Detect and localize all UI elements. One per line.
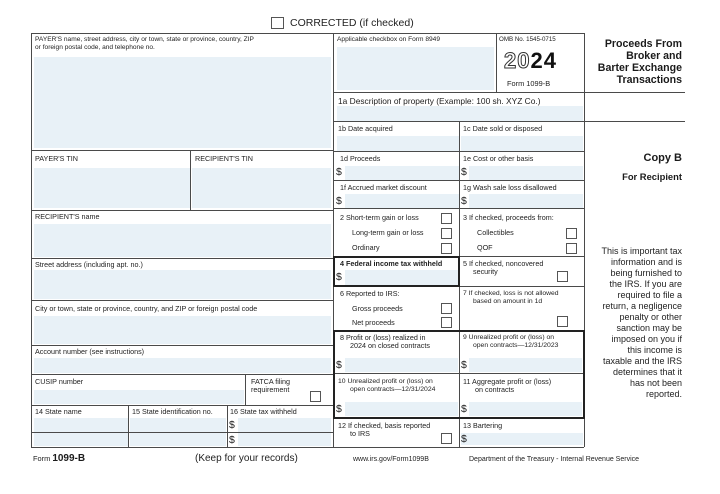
- box-10-label-2: open contracts—12/31/2024: [350, 386, 436, 393]
- payer-name-field[interactable]: [34, 57, 331, 148]
- box-6-gross-checkbox[interactable]: [441, 303, 452, 314]
- box-4-dollar: $: [336, 271, 342, 283]
- box-3-label: 3 If checked, proceeds from:: [463, 213, 554, 222]
- form-left-border: [31, 33, 32, 447]
- box-1e-dollar: $: [461, 166, 467, 178]
- form-label-top: Form 1099-B: [507, 79, 551, 88]
- account-bottom-line: [31, 374, 333, 375]
- box-11-label-2: on contracts: [475, 385, 515, 394]
- box-7-label-1: 7 If checked, loss is not allowed: [463, 290, 559, 297]
- box-9-label-1: 9 Unrealized profit or (loss) on: [463, 334, 555, 341]
- notice-line: information and is: [610, 257, 682, 267]
- box-10-label-1: 10 Unrealized profit or (loss) on: [338, 378, 433, 385]
- notice-line: has not been: [629, 378, 682, 388]
- box-3-qof-label: QOF: [477, 243, 493, 252]
- omb-bottom-line: [333, 92, 584, 93]
- box-13-dollar: $: [461, 433, 467, 445]
- notice-line: return, a negligence: [602, 301, 682, 311]
- box-6-gross-label: Gross proceeds: [352, 304, 403, 313]
- payer-bottom-line: [31, 150, 333, 151]
- account-number-field[interactable]: [34, 358, 331, 373]
- copy-divider: [584, 121, 685, 122]
- box-14-label: 14 State name: [35, 407, 82, 416]
- box-7-label-2: based on amount in 1d: [473, 298, 543, 305]
- box-15-label: 15 State identification no.: [132, 407, 213, 416]
- form-title: [584, 38, 682, 86]
- box-2-ordinary-checkbox[interactable]: [441, 243, 452, 254]
- fatca-label-2: requirement: [251, 385, 290, 394]
- city-label: City or town, state or province, country, and ZIP or foreign postal code: [35, 304, 258, 313]
- footer-keep-records: (Keep for your records): [195, 453, 298, 464]
- payer-name-label-2: or foreign postal code, and telephone no.: [35, 44, 155, 51]
- footer-url: www.irs.gov/Form1099B: [353, 456, 429, 463]
- street-address-field[interactable]: [34, 270, 331, 299]
- box-12-label-1: 12 If checked, basis reported: [338, 421, 431, 430]
- notice-line: this income is: [627, 345, 682, 355]
- box-6-net-checkbox[interactable]: [441, 317, 452, 328]
- city-field[interactable]: [34, 316, 331, 344]
- omb-number: OMB No. 1545-0715: [499, 36, 556, 43]
- recipient-name-field[interactable]: [34, 224, 331, 257]
- box-12-checkbox[interactable]: [441, 433, 452, 444]
- box-2-long-term-checkbox[interactable]: [441, 228, 452, 239]
- applicable-checkbox-field[interactable]: [337, 47, 494, 90]
- street-address-label: Street address (including apt. no.): [35, 260, 143, 269]
- omb-divider: [496, 33, 497, 92]
- footer-form-number: 1099-B: [52, 453, 86, 464]
- box-16-label: 16 State tax withheld: [230, 407, 297, 416]
- box-3-collectibles-label: Collectibles: [477, 228, 514, 237]
- payer-tin-field[interactable]: [34, 168, 190, 208]
- notice-line: penalty or other: [619, 312, 682, 322]
- box-12-label-2: to IRS: [350, 429, 370, 438]
- footer-form-id: [33, 453, 85, 464]
- tin-divider: [190, 150, 191, 210]
- notice-line: required to file a: [617, 290, 682, 300]
- state-divider-2: [227, 405, 228, 447]
- for-recipient-label: For Recipient: [622, 171, 682, 182]
- copy-b-label: Copy B: [643, 152, 682, 164]
- notice-text: [584, 246, 682, 400]
- footer-department: Department of the Treasury - Internal Revenue Service: [469, 456, 640, 463]
- box-1g-dollar: $: [461, 195, 467, 207]
- box-8-dollar: $: [336, 359, 342, 371]
- box-9-label-2: open contracts—12/31/2023: [473, 342, 559, 349]
- notice-line: determines that it: [612, 367, 682, 377]
- box-5-label-1: 5 If checked, noncovered: [463, 259, 544, 268]
- box-8-label-1: 8 Profit or (loss) realized in: [340, 333, 426, 342]
- form-title-line-3: Barter Exchange: [597, 62, 682, 74]
- box-13-label: 13 Bartering: [463, 421, 503, 430]
- applicable-checkbox-label: Applicable checkbox on Form 8949: [337, 36, 440, 43]
- box-1d-label: 1d Proceeds: [340, 154, 381, 163]
- box-2-long-term-label: Long-term gain or loss: [352, 228, 424, 237]
- form-title-line-4: Transactions: [616, 74, 682, 86]
- form-title-line-2: Broker and: [626, 50, 682, 62]
- box-8-label-2: 2024 on closed contracts: [350, 341, 430, 350]
- corrected-label: CORRECTED (if checked): [290, 17, 414, 29]
- box-1c-field[interactable]: [461, 136, 583, 151]
- tax-year-bold: 24: [530, 48, 557, 73]
- tax-year-thin: 20: [504, 48, 531, 73]
- box-2-short-term-checkbox[interactable]: [441, 213, 452, 224]
- notice-line: sanction may be: [616, 323, 682, 333]
- recipient-tin-label: RECIPIENT'S TIN: [195, 154, 253, 163]
- recipient-tin-field[interactable]: [192, 168, 331, 208]
- account-number-label: Account number (see instructions): [35, 347, 145, 356]
- box-1g-label: 1g Wash sale loss disallowed: [463, 183, 557, 192]
- street-bottom-line: [31, 300, 333, 301]
- cusip-bottom-line: [31, 405, 333, 406]
- payer-tin-label: PAYER'S TIN: [35, 154, 78, 163]
- box-2-label: 2 Short-term gain or loss: [340, 213, 419, 222]
- box-1c-label: 1c Date sold or disposed: [463, 124, 543, 133]
- box-1a-label: 1a Description of property (Example: 100 sh. XYZ Co.): [338, 96, 541, 106]
- box-11-dollar: $: [461, 403, 467, 415]
- box-9-dollar: $: [461, 359, 467, 371]
- box-16-dollar-1: $: [229, 419, 235, 431]
- notice-line: being furnished to: [610, 268, 682, 278]
- fatca-checkbox[interactable]: [310, 391, 321, 402]
- box-6-label: 6 Reported to IRS:: [340, 289, 400, 298]
- box-1g-field[interactable]: [469, 194, 583, 208]
- box-2-ordinary-label: Ordinary: [352, 243, 380, 252]
- box-4-label: 4 Federal income tax withheld: [340, 259, 443, 268]
- box-1f-dollar: $: [336, 195, 342, 207]
- notice-line: reported.: [645, 389, 682, 399]
- fatca-divider: [245, 374, 246, 405]
- box-1d-field[interactable]: [345, 166, 459, 180]
- cusip-label: CUSIP number: [35, 377, 84, 386]
- box-1f-label: 1f Accrued market discount: [340, 183, 427, 192]
- form-top-border: [31, 33, 584, 34]
- box-3-qof-checkbox[interactable]: [566, 243, 577, 254]
- city-bottom-line: [31, 345, 333, 346]
- box-16-dollar-2: $: [229, 434, 235, 446]
- notice-line: imposed on you if: [611, 334, 682, 344]
- box-5-checkbox[interactable]: [557, 271, 568, 282]
- notice-line: taxable and the IRS: [602, 356, 682, 366]
- box-1b-label: 1b Date acquired: [338, 124, 393, 133]
- box-1e-label: 1e Cost or other basis: [463, 154, 534, 163]
- box-1d-dollar: $: [336, 166, 342, 178]
- payer-name-label: PAYER'S name, street address, city or town, state or province, country, ZIP: [35, 36, 254, 43]
- notice-line: the IRS. If you are: [609, 279, 682, 289]
- box-5-label-2: security: [473, 267, 498, 276]
- footer-form-word: Form: [33, 454, 51, 463]
- cusip-field[interactable]: [34, 390, 244, 404]
- recipient-name-label: RECIPIENT'S name: [35, 212, 100, 221]
- box-1b-field[interactable]: [337, 136, 459, 151]
- title-bottom-line: [584, 92, 685, 93]
- box-1e-field[interactable]: [469, 166, 583, 180]
- box-13-field[interactable]: [461, 433, 583, 445]
- box-6-net-label: Net proceeds: [352, 318, 395, 327]
- box-10-dollar: $: [336, 403, 342, 415]
- box-3-collectibles-checkbox[interactable]: [566, 228, 577, 239]
- state-row-line-1: [31, 432, 333, 433]
- tax-year: [504, 49, 557, 73]
- box-11-label-1: 11 Aggregate profit or (loss): [463, 377, 552, 386]
- form-title-line-1: Proceeds From: [604, 38, 682, 50]
- state-divider-1: [128, 405, 129, 447]
- notice-line: This is important tax: [601, 246, 682, 256]
- corrected-checkbox[interactable]: [271, 17, 284, 29]
- box-1a-field[interactable]: [337, 106, 583, 121]
- form-bottom-border: [31, 447, 584, 448]
- tin-bottom-line: [31, 210, 333, 211]
- box-7-checkbox[interactable]: [557, 316, 568, 327]
- recipient-bottom-line: [31, 258, 333, 259]
- fatca-label-1: FATCA filing: [251, 377, 291, 386]
- box-1f-field[interactable]: [345, 194, 459, 208]
